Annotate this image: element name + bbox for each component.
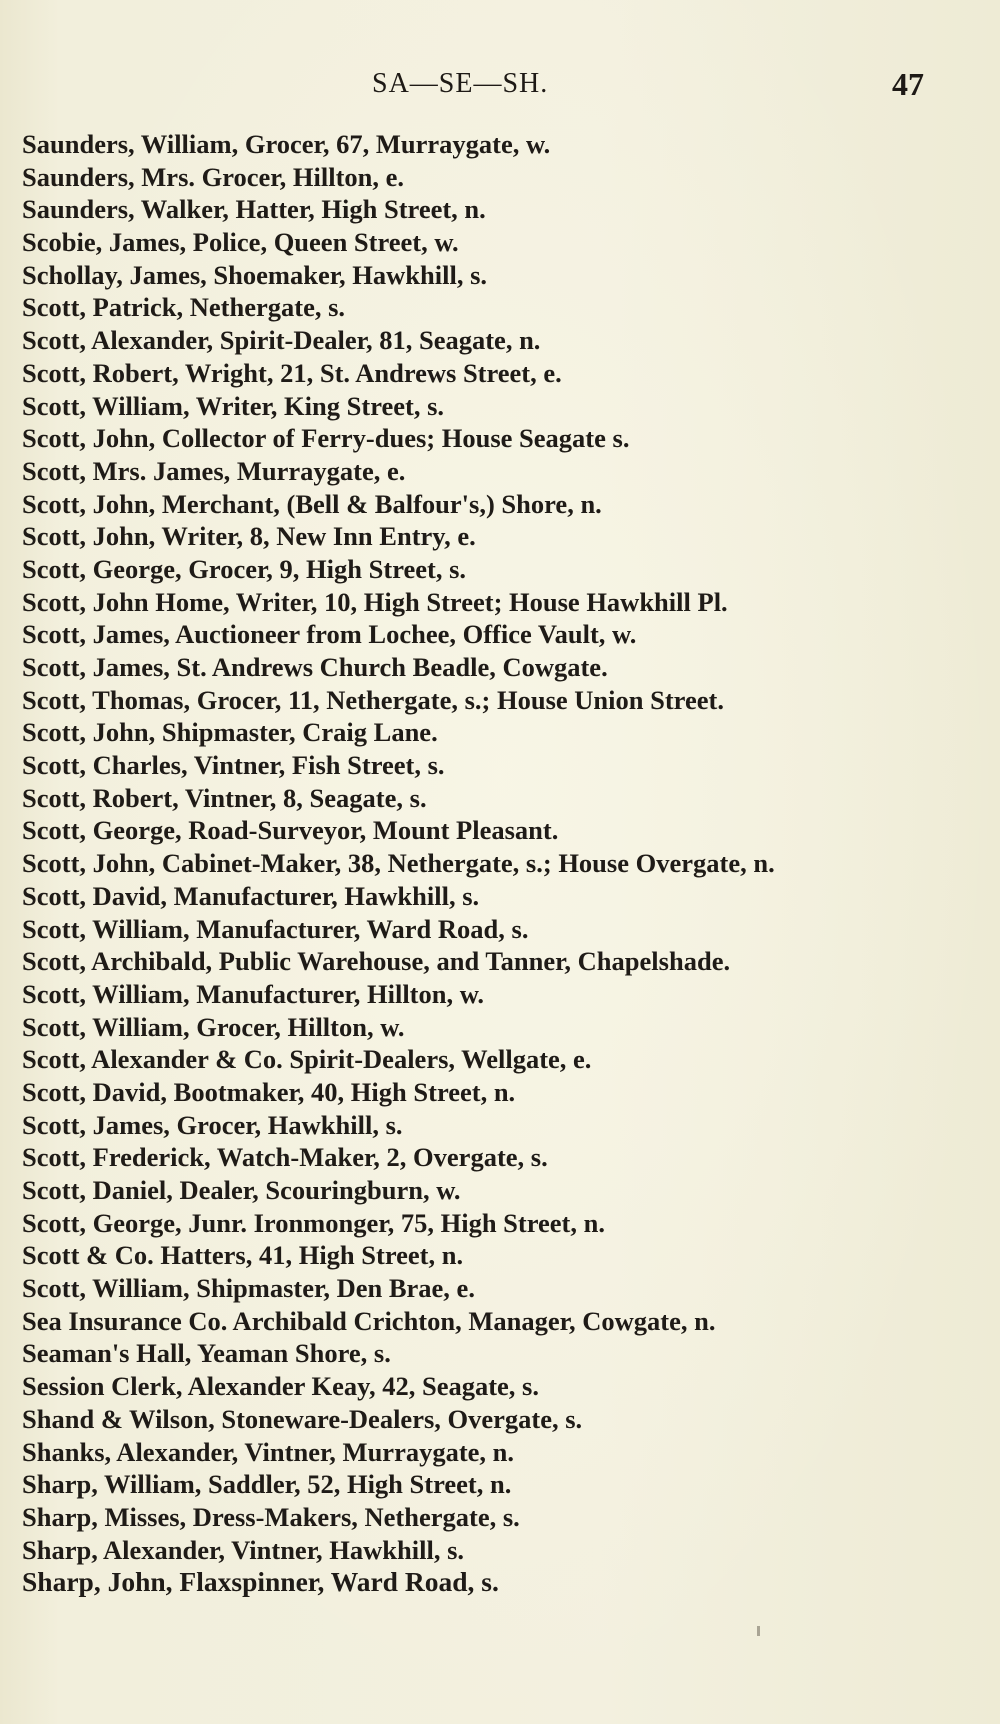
directory-entry: Scott, William, Grocer, Hillton, w. xyxy=(22,1011,405,1042)
directory-entry: Scott, John, Cabinet-Maker, 38, Nethergate, s.; House Overgate, n. xyxy=(22,848,775,879)
directory-entry: Scott, John, Shipmaster, Craig Lane. xyxy=(22,717,438,748)
directory-entry: Scott, William, Manufacturer, Ward Road, s. xyxy=(22,913,529,944)
paper-speck xyxy=(757,1626,760,1636)
directory-entry: Scott, Patrick, Nethergate, s. xyxy=(22,292,346,323)
directory-entry: Sea Insurance Co. Archibald Crichton, Manager, Cowgate, n. xyxy=(22,1305,716,1336)
directory-entry: Scott, Alexander & Co. Spirit-Dealers, Wellgate, e. xyxy=(22,1044,592,1075)
directory-entry: Seaman's Hall, Yeaman Shore, s. xyxy=(22,1338,391,1369)
directory-entry: Scott, William, Manufacturer, Hillton, w. xyxy=(22,978,485,1009)
directory-entry: Shanks, Alexander, Vintner, Murraygate, n. xyxy=(22,1436,515,1467)
directory-entry: Scott, James, St. Andrews Church Beadle, Cowgate. xyxy=(22,652,608,682)
directory-entry: Scott, Daniel, Dealer, Scouringburn, w. xyxy=(22,1175,461,1205)
page-header xyxy=(0,68,1000,108)
directory-entry: Scott, David, Manufacturer, Hawkhill, s. xyxy=(22,880,480,911)
directory-entry: Session Clerk, Alexander Keay, 42, Seagate, s. xyxy=(22,1371,539,1402)
directory-entry: Scott, James, Grocer, Hawkhill, s. xyxy=(22,1109,403,1140)
directory-entry: Scott, George, Junr. Ironmonger, 75, High Street, n. xyxy=(22,1207,605,1238)
directory-entry: Scott, William, Shipmaster, Den Brae, e. xyxy=(22,1273,475,1304)
directory-entry: Sharp, John, Flaxspinner, Ward Road, s. xyxy=(22,1566,499,1598)
directory-entry: Scott, John, Collector of Ferry-dues; House Seagate s. xyxy=(22,423,630,454)
directory-entry: Scott, Frederick, Watch-Maker, 2, Overgate, s. xyxy=(22,1142,548,1173)
directory-entry: Scott, Mrs. James, Murraygate, e. xyxy=(22,455,406,486)
directory-entry: Saunders, Mrs. Grocer, Hillton, e. xyxy=(22,161,405,192)
directory-entry: Scobie, James, Police, Queen Street, w. xyxy=(22,227,459,258)
directory-entry: Scott, Charles, Vintner, Fish Street, s. xyxy=(22,750,445,781)
directory-entry: Scott, John, Merchant, (Bell & Balfour's,) Shore, n. xyxy=(22,488,602,519)
running-head: SA—SE—SH. xyxy=(372,68,549,99)
directory-entry: Scott, William, Writer, King Street, s. xyxy=(22,390,445,421)
directory-entry: Scott, James, Auctioneer from Lochee, Office Vault, w. xyxy=(22,619,637,650)
directory-entry: Scott, John Home, Writer, 10, High Street; House Hawkhill Pl. xyxy=(22,586,728,617)
directory-entry: Scott, George, Road-Surveyor, Mount Pleasant. xyxy=(22,815,559,846)
directory-entry: Saunders, William, Grocer, 67, Murraygate, w. xyxy=(22,129,551,159)
directory-entry: Scott, David, Bootmaker, 40, High Street, n. xyxy=(22,1076,516,1107)
directory-entry: Scott, John, Writer, 8, New Inn Entry, e. xyxy=(22,521,476,552)
directory-entry: Sharp, William, Saddler, 52, High Street, n. xyxy=(22,1469,512,1500)
directory-entry: Scott, Archibald, Public Warehouse, and Tanner, Chapelshade. xyxy=(22,946,731,977)
directory-entry: Sharp, Alexander, Vintner, Hawkhill, s. xyxy=(22,1534,465,1565)
directory-entry: Schollay, James, Shoemaker, Hawkhill, s. xyxy=(22,259,488,290)
directory-entry: Scott, Thomas, Grocer, 11, Nethergate, s.; House Union Street. xyxy=(22,684,724,715)
directory-entry: Sharp, Misses, Dress-Makers, Nethergate, s. xyxy=(22,1501,520,1532)
page-number: 47 xyxy=(892,66,924,102)
directory-entry: Scott, George, Grocer, 9, High Street, s. xyxy=(22,553,467,584)
directory-entry: Saunders, Walker, Hatter, High Street, n. xyxy=(22,194,486,225)
directory-entry: Scott & Co. Hatters, 41, High Street, n. xyxy=(22,1240,464,1271)
directory-entry-list xyxy=(22,128,982,1599)
directory-entry: Scott, Robert, Vintner, 8, Seagate, s. xyxy=(22,782,427,813)
directory-entry: Scott, Alexander, Spirit-Dealer, 81, Seagate, n. xyxy=(22,325,541,356)
directory-entry: Scott, Robert, Wright, 21, St. Andrews Street, e. xyxy=(22,357,562,388)
directory-entry: Shand & Wilson, Stoneware-Dealers, Overgate, s. xyxy=(22,1403,583,1434)
